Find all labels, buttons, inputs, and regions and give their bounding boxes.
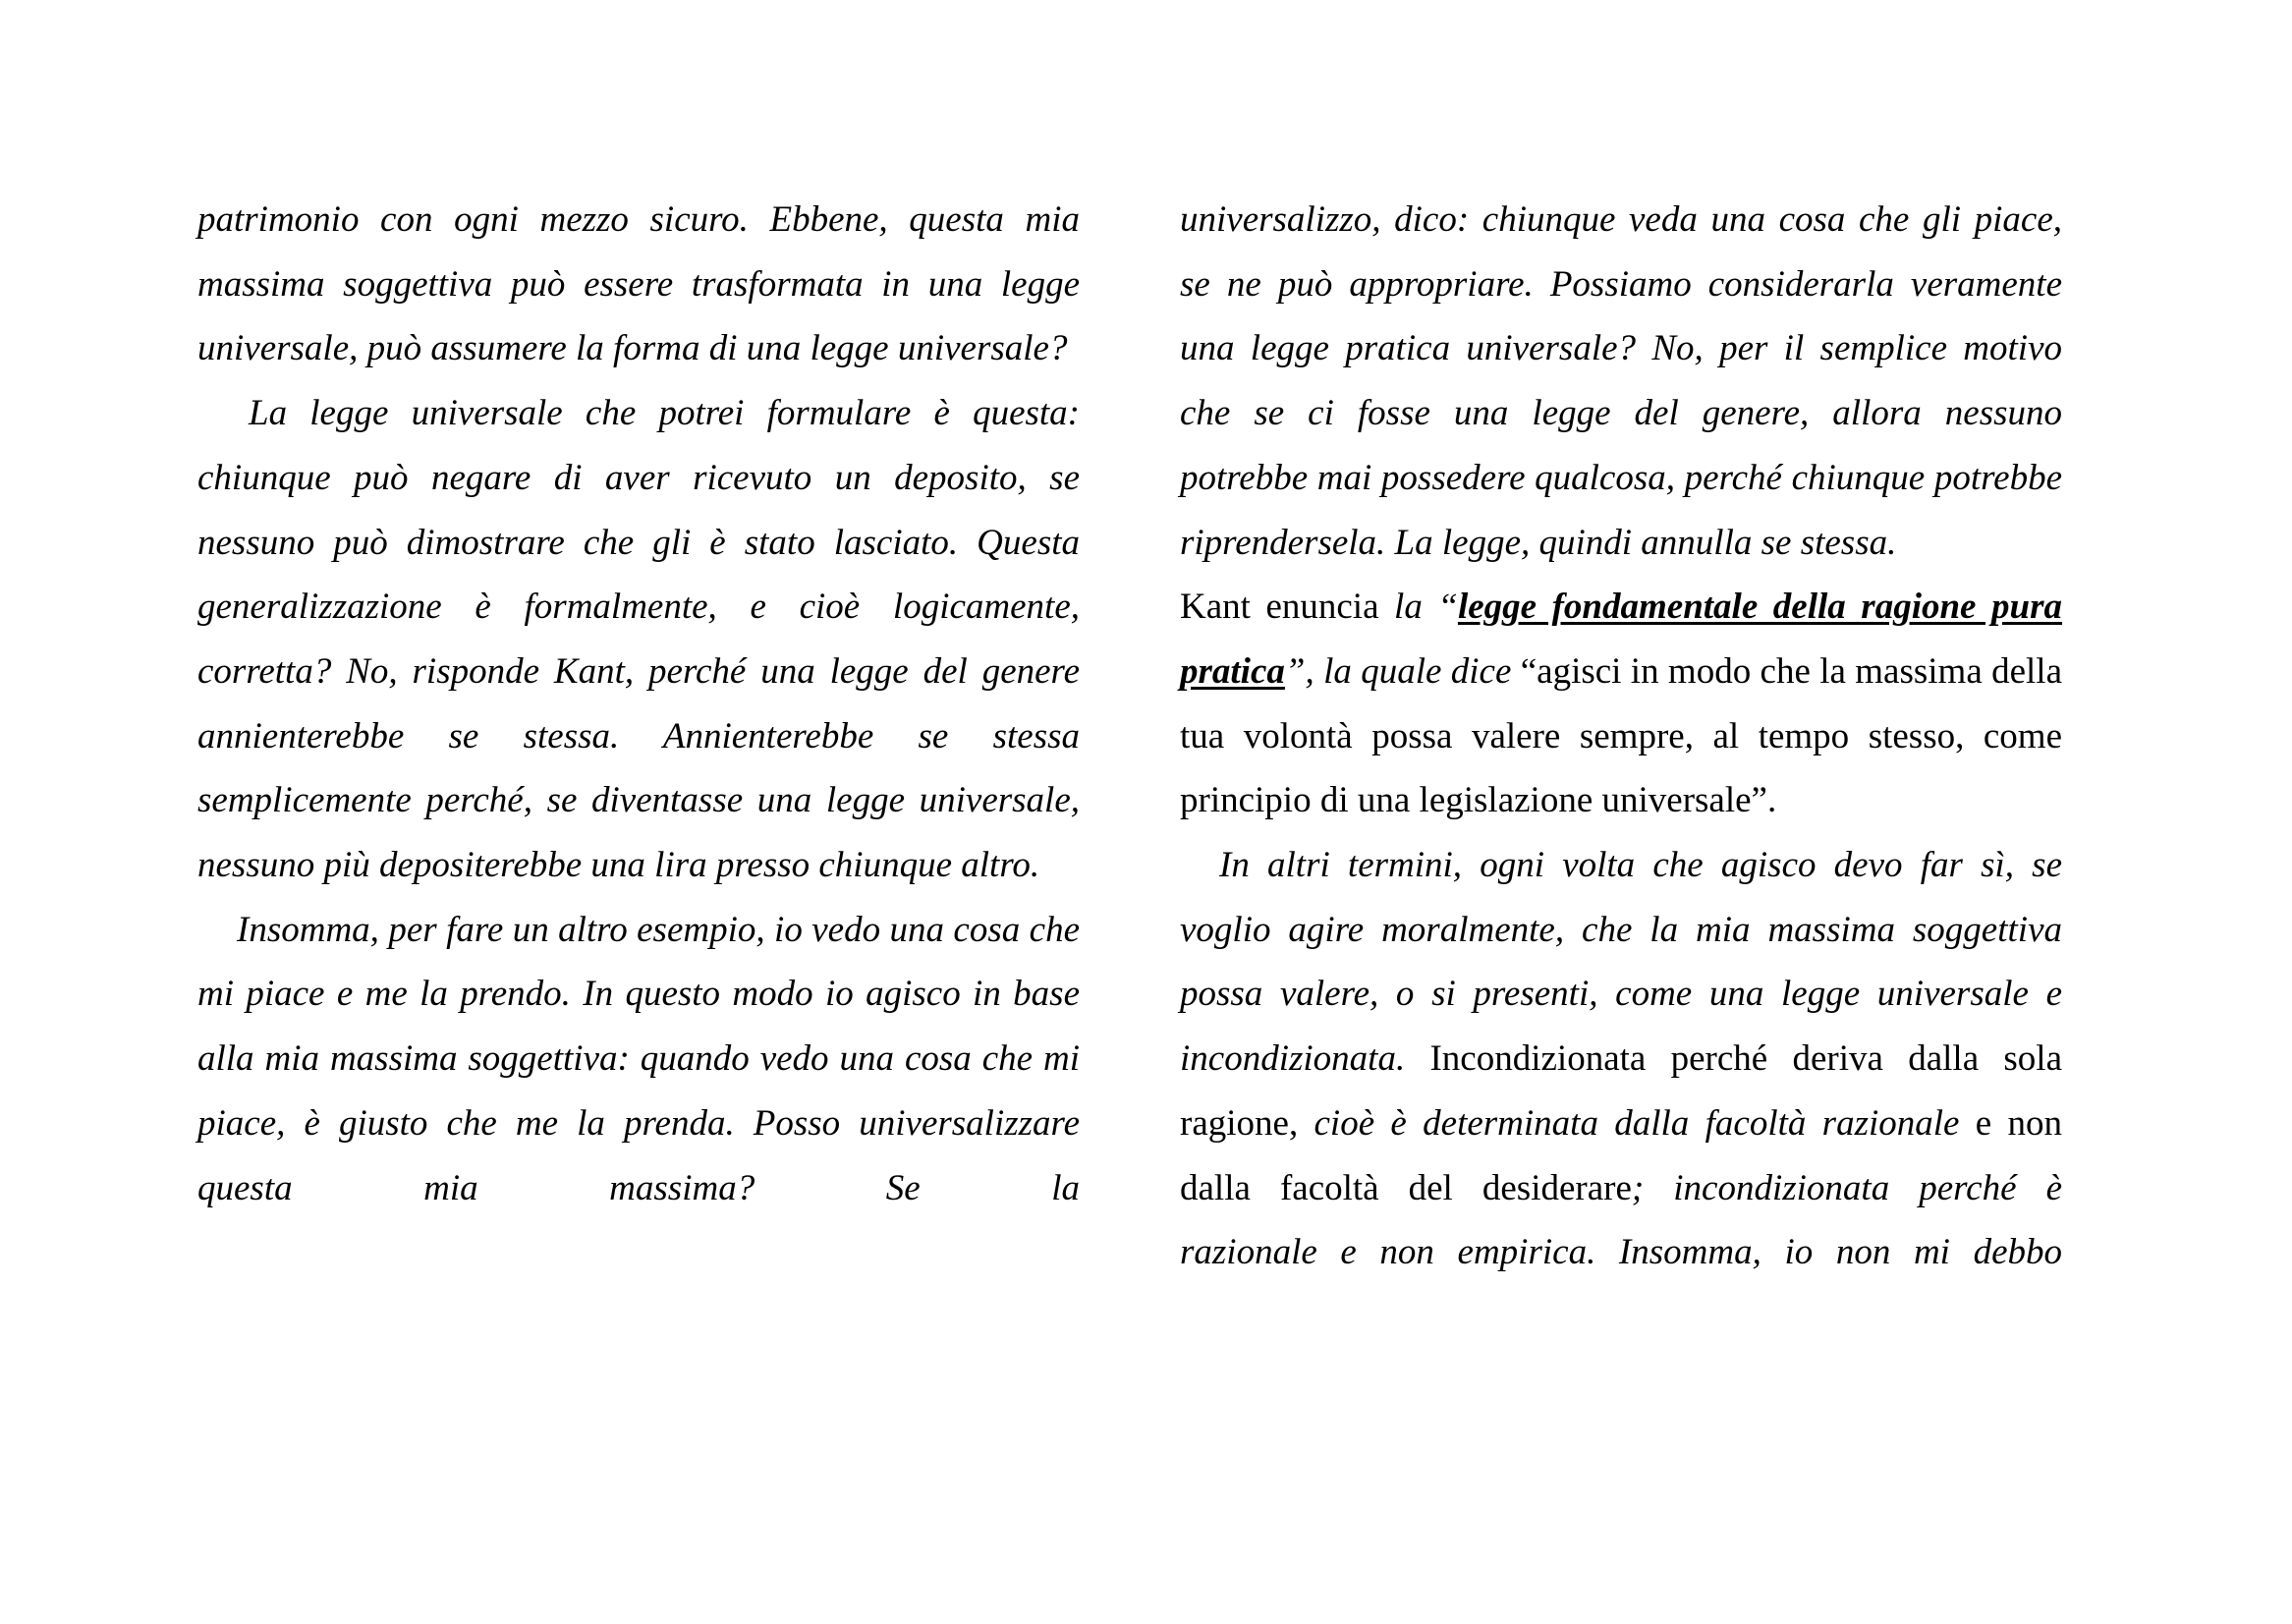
left-text-column: [197, 188, 1080, 1220]
kant-intro: Kant enuncia: [1180, 587, 1395, 628]
right-paragraph-1: universalizzo, dico: chiunque veda una cosa che gli piace, se ne può appropriare. Possiamo considerarla veramente una legge pratica universale? No, per il semplice motivo che se ci fosse una legge del genere, allora nessuno potrebbe mai possedere qualcosa, perché chiunque potrebbe riprendersela. La legge, quindi annulla se stessa.: [1180, 199, 2062, 563]
right-paragraph-2: [1180, 575, 2062, 833]
p3-italic-1: In altri termini, ogni volta che agisco devo far sì, se voglio agire moralmente, che la mia massima soggettiva possa valere, o si presenti, come una legge universale e incondizionata.: [1180, 845, 2062, 1080]
p3-plain-2: e non dalla facoltà del desiderare: [1180, 1102, 2062, 1208]
p3-italic-2: cioè è determinata dalla facoltà razionale: [1314, 1102, 1960, 1144]
la-open-quote: la “: [1394, 587, 1458, 628]
left-paragraph-1: patrimonio con ogni mezzo sicuro. Ebbene, questa mia massima soggettiva può essere trasformata in una legge universale, può assumere la forma di una legge universale?: [197, 199, 1080, 369]
close-quote: ”: [1284, 650, 1306, 692]
law-name-emphasis: legge fondamentale della ragione pura pratica: [1180, 587, 2062, 692]
p3-plain-1: Incondizionata perché deriva dalla sola ragione,: [1180, 1038, 2062, 1144]
p3-italic-3: ; incondizionata perché è razionale e non empirica. Insomma, io non mi debbo: [1180, 1167, 2062, 1273]
la-quale-dice: , la quale dice: [1305, 650, 1521, 692]
right-paragraph-3: [1180, 833, 2062, 1285]
right-text-column: [1180, 188, 2062, 1285]
law-quote: “agisci in modo che la massima della tua volontà possa valere sempre, al tempo stesso, come principio di una legislazione universale”.: [1180, 650, 2063, 821]
left-paragraph-2: La legge universale che potrei formulare è questa: chiunque può negare di aver ricevuto un deposito, se nessuno può dimostrare che gli è stato lasciato. Questa generalizzazione è formalmente, e cioè logicamente, corretta? No, risponde Kant, perché una legge del genere annienterebbe se stessa. Annienterebbe se stessa semplicemente perché, se diventasse una legge universale, nessuno più depositerebbe una lira presso chiunque altro.: [197, 393, 1080, 886]
left-paragraph-3: Insomma, per fare un altro esempio, io vedo una cosa che mi piace e me la prendo. In questo modo io agisco in base alla mia massima soggettiva: quando vedo una cosa che mi piace, è giusto che me la prenda. Posso universalizzare questa mia massima? Se la: [197, 909, 1080, 1208]
